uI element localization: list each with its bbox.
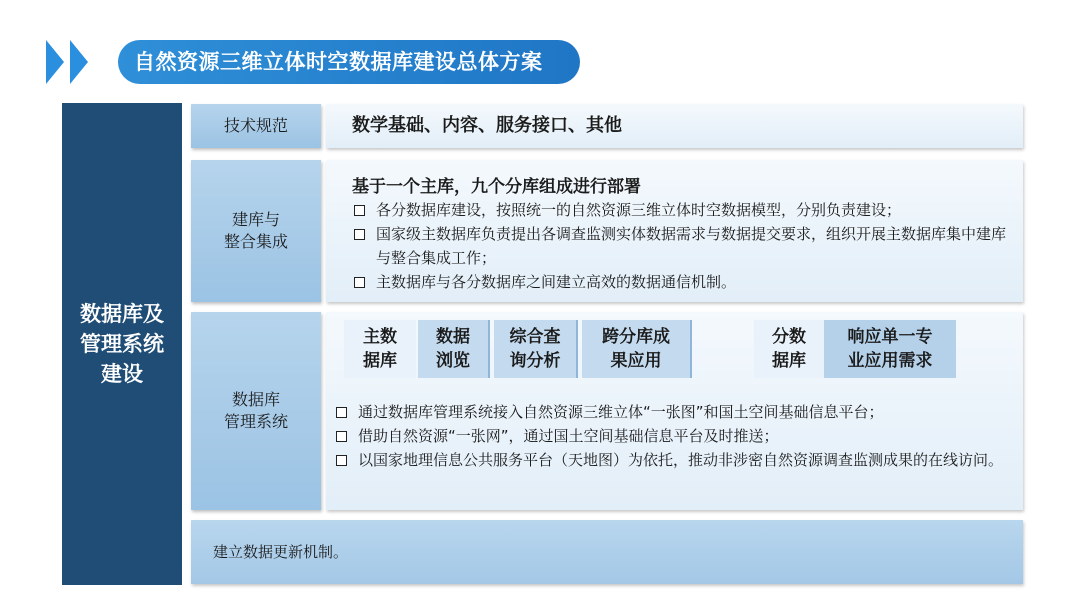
main-db-tag: 主数 据库 <box>344 320 416 378</box>
tech-spec-panel <box>326 104 1023 148</box>
system-label: 数据库 管理系统 <box>191 312 321 510</box>
build-bullet-list <box>352 198 1012 294</box>
chevron-icon <box>70 40 88 84</box>
list-item: 通过数据库管理系统接入自然资源三维立体“一张图”和国土空间基础信息平台； <box>334 400 1010 424</box>
sub-db-tag: 分数 据库 <box>754 320 824 378</box>
cross-library-tag: 跨分库成 果应用 <box>582 320 692 378</box>
query-analysis-tag: 综合查 询分析 <box>494 320 578 378</box>
chevron-icon <box>46 40 64 84</box>
list-item: 主数据库与各分数据库之间建立高效的数据通信机制。 <box>352 270 1012 294</box>
build-label: 建库与 整合集成 <box>191 160 321 302</box>
list-item: 借助自然资源“一张网”，通过国土空间基础信息平台及时推送； <box>334 424 1010 448</box>
tech-spec-content: 数学基础、内容、服务接口、其他 <box>352 115 622 136</box>
list-item: 各分数据库建设，按照统一的自然资源三维立体时空数据模型，分别负责建设； <box>352 198 1012 222</box>
system-bullet-list <box>334 400 1010 472</box>
response-tag: 响应单一专 业应用需求 <box>824 320 956 378</box>
build-heading: 基于一个主库，九个分库组成进行部署 <box>352 177 641 197</box>
sidebar-label: 数据库及管理系统建设 <box>80 302 164 386</box>
update-mechanism-text: 建立数据更新机制。 <box>213 543 349 561</box>
list-item: 国家级主数据库负责提出各调查监测实体数据需求与数据提交要求，组织开展主数据库集中建库与整合集成工作； <box>352 222 1012 270</box>
update-mechanism-bar <box>191 520 1023 584</box>
build-panel <box>326 160 1023 302</box>
data-browse-tag: 数据 浏览 <box>418 320 490 378</box>
system-panel <box>326 312 1023 510</box>
page-title: 自然资源三维立体时空数据库建设总体方案 <box>118 40 580 84</box>
list-item: 以国家地理信息公共服务平台（天地图）为依托，推动非涉密自然资源调查监测成果的在线访问。 <box>334 448 1010 472</box>
sidebar-block <box>62 103 182 585</box>
tech-spec-label: 技术规范 <box>191 104 321 148</box>
